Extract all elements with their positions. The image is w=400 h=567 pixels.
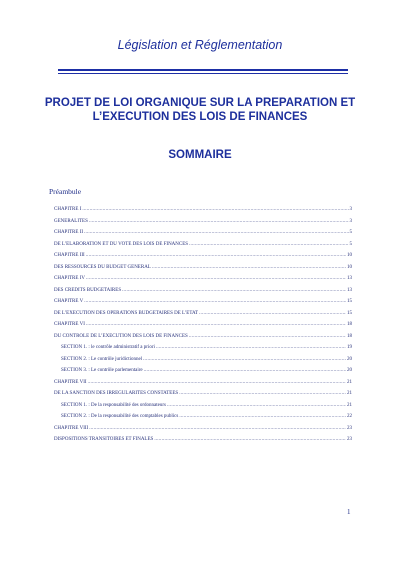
toc-entry-page: 22	[347, 414, 352, 419]
toc-entry[interactable]	[54, 253, 352, 265]
toc-dot-leader	[179, 391, 346, 396]
toc-entry-page: 10	[347, 264, 352, 270]
toc-entry[interactable]	[54, 230, 352, 242]
toc-entry[interactable]	[54, 345, 352, 357]
toc-dot-leader	[84, 299, 346, 304]
toc-dot-leader	[143, 357, 346, 362]
toc-entry-label: CHAPITRE V	[54, 299, 84, 304]
toc-entry[interactable]	[54, 242, 352, 254]
toc-dot-leader	[82, 207, 348, 212]
document-title-line-2: L’EXECUTION DES LOIS DE FINANCES	[92, 111, 308, 123]
toc-entry-label: DU CONTROLE DE L’EXECUTION DES LOIS DE FINANCES	[54, 333, 188, 339]
toc-entry-page: 23	[347, 437, 352, 442]
toc-dot-leader	[86, 322, 346, 327]
toc-entry-label: DES CREDITS BUDGETAIRES	[54, 287, 122, 293]
toc-entry[interactable]	[54, 334, 352, 346]
toc-entry-label: DISPOSITIONS TRANSITOIRES ET FINALES	[54, 437, 154, 442]
toc-entry-label: SECTION 2. : Le contrôle juridictionnel	[61, 356, 143, 362]
toc-entry[interactable]	[54, 288, 352, 300]
toc-entry[interactable]	[54, 380, 352, 392]
toc-entry[interactable]	[54, 391, 352, 403]
summary-heading: SOMMAIRE	[168, 149, 232, 161]
toc-dot-leader	[154, 437, 346, 442]
toc-entry-page: 21	[347, 379, 352, 385]
toc-entry[interactable]	[54, 311, 352, 323]
toc-dot-leader	[89, 426, 346, 431]
preamble-link[interactable]: Préambule	[49, 187, 82, 196]
toc-entry-page: 20	[347, 356, 352, 362]
document-title	[0, 96, 400, 124]
toc-dot-leader	[86, 276, 346, 281]
toc-entry[interactable]	[54, 368, 352, 380]
toc-entry-page: 20	[347, 368, 352, 373]
toc-entry-label: CHAPITRE IV	[54, 276, 85, 281]
toc-entry-label: CHAPITRE VI	[54, 322, 85, 327]
toc-dot-leader	[199, 311, 346, 316]
toc-entry[interactable]	[54, 322, 352, 334]
toc-entry[interactable]	[54, 403, 352, 415]
toc-dot-leader	[189, 334, 346, 339]
toc-entry-page: 15	[347, 299, 352, 304]
toc-entry[interactable]	[54, 414, 352, 426]
toc-dot-leader	[167, 403, 346, 408]
toc-entry[interactable]	[54, 299, 352, 311]
toc-entry-label: DES RESSOURCES DU BUDGET GENERAL	[54, 264, 151, 270]
table-of-contents	[54, 207, 352, 449]
header-rule-top	[58, 69, 348, 71]
toc-dot-leader	[189, 242, 348, 247]
toc-entry-label: CHAPITRE III	[54, 253, 85, 258]
toc-entry-page: 3	[349, 218, 352, 224]
toc-entry-label: DE LA SANCTION DES IRREGULARITES CONSTATEES	[54, 391, 179, 396]
toc-entry[interactable]	[54, 276, 352, 288]
toc-entry-page: 21	[347, 391, 352, 396]
toc-entry-page: 23	[347, 425, 352, 431]
toc-entry-label: SECTION 3. : Le contrôle parlementaire	[61, 368, 143, 373]
toc-entry-page: 13	[347, 287, 352, 293]
toc-entry-label: CHAPITRE II	[54, 230, 84, 235]
toc-entry-page: 5	[349, 230, 352, 235]
toc-entry[interactable]	[54, 207, 352, 219]
toc-entry[interactable]	[54, 426, 352, 438]
header-rule-bottom	[58, 73, 348, 74]
toc-entry-label: CHAPITRE VIII	[54, 425, 89, 431]
toc-entry-page: 5	[349, 241, 352, 247]
toc-entry[interactable]	[54, 437, 352, 449]
toc-dot-leader	[156, 345, 346, 350]
toc-dot-leader	[152, 265, 346, 270]
toc-entry-page: 19	[347, 345, 352, 350]
toc-entry-page: 18	[347, 322, 352, 327]
toc-entry-label: DE L’ELABORATION ET DU VOTE DES LOIS DE FINANCES	[54, 241, 189, 247]
toc-entry-page: 13	[347, 276, 352, 281]
toc-entry-label: SECTION 2. : De la responsabilité des comptables publics	[61, 414, 179, 419]
toc-entry-label: SECTION 1. : De la responsabilité des ordonnateurs	[61, 402, 166, 408]
toc-entry-page: 18	[347, 333, 352, 339]
toc-dot-leader	[86, 253, 346, 258]
page-number: 1	[347, 508, 351, 516]
toc-entry-label: CHAPITRE I	[54, 207, 82, 212]
toc-entry-page: 3	[349, 207, 352, 212]
toc-entry[interactable]	[54, 357, 352, 369]
page-header-title: Législation et Réglementation	[117, 38, 283, 52]
toc-dot-leader	[144, 368, 346, 373]
toc-dot-leader	[88, 380, 346, 385]
document-title-line-1: PROJET DE LOI ORGANIQUE SUR LA PREPARATION ET	[44, 97, 356, 109]
toc-entry-page: 10	[347, 253, 352, 258]
toc-entry-label: CHAPITRE VII	[54, 379, 87, 385]
toc-dot-leader	[89, 219, 349, 224]
toc-entry-label: GENERALITES	[54, 218, 88, 224]
toc-dot-leader	[84, 230, 348, 235]
toc-entry-page: 15	[347, 310, 352, 316]
toc-entry-label: DE L’EXECUTION DES OPERATIONS BUDGETAIRES DE L’ETAT	[54, 310, 199, 316]
toc-dot-leader	[122, 288, 346, 293]
toc-entry-page: 21	[347, 402, 352, 408]
toc-entry[interactable]	[54, 219, 352, 231]
toc-entry-label: SECTION 1. : le contrôle administratif a priori	[61, 345, 155, 350]
toc-entry[interactable]	[54, 265, 352, 277]
toc-dot-leader	[179, 414, 346, 419]
